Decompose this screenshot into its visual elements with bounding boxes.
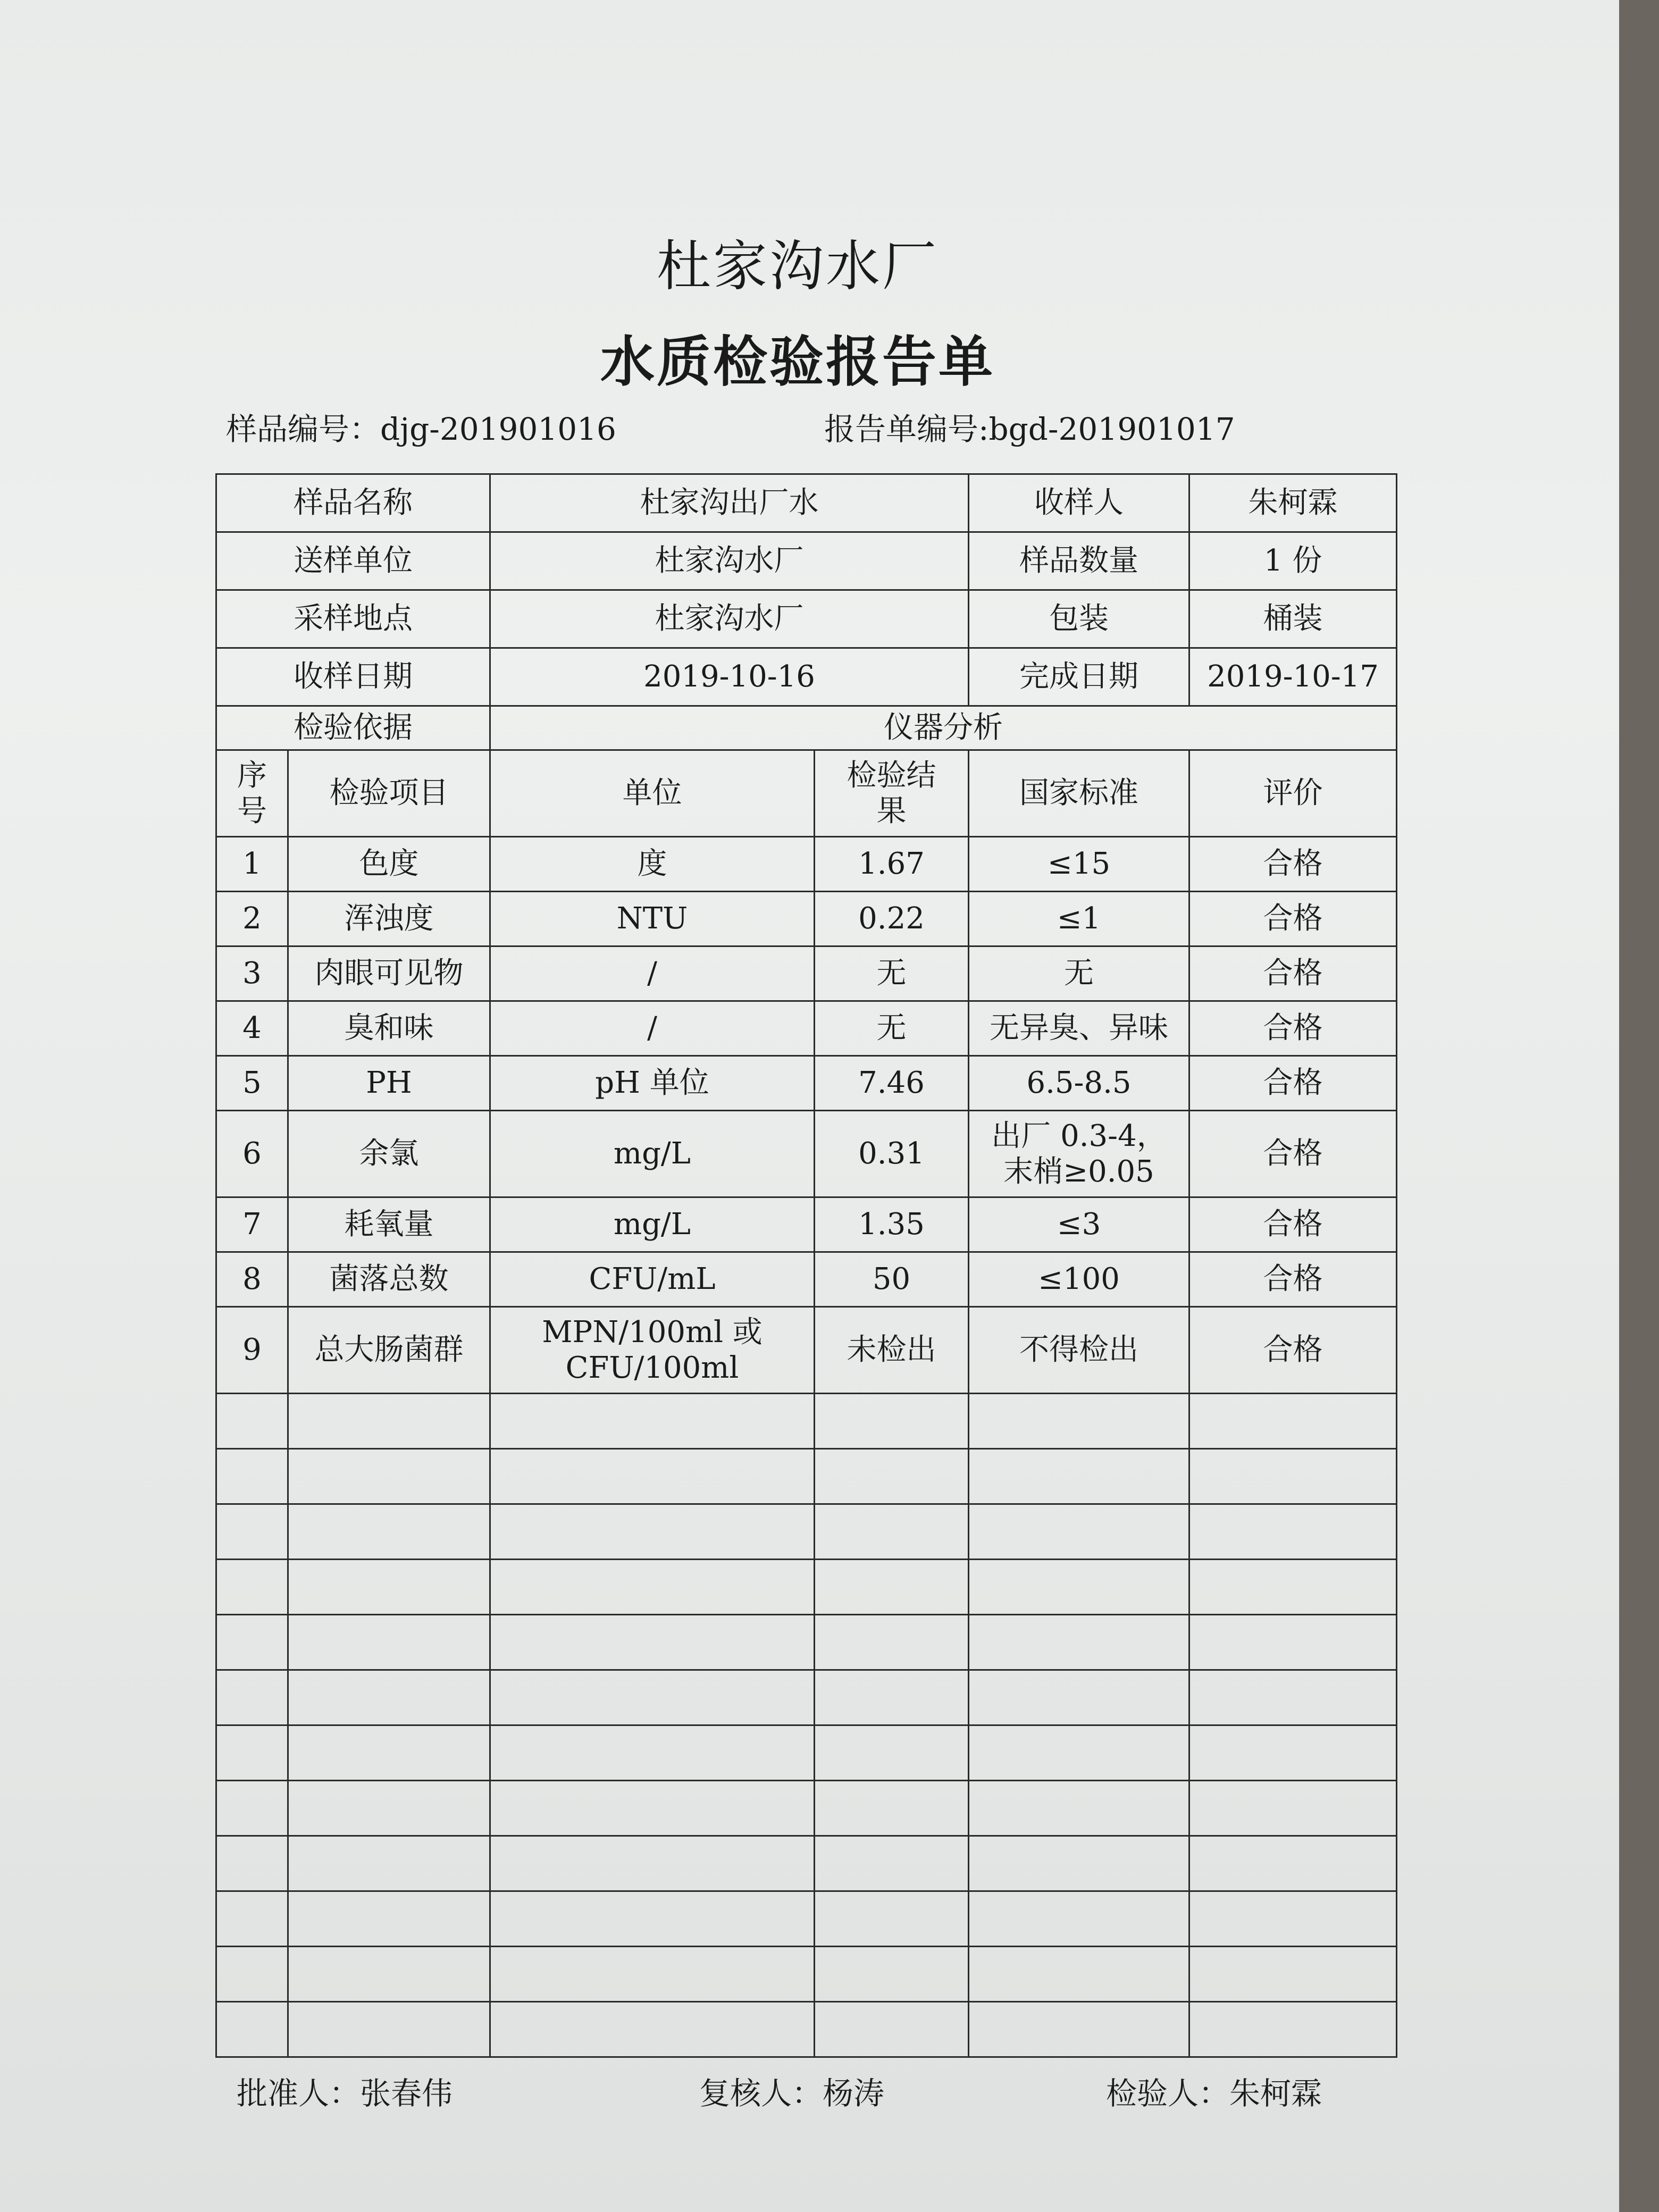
empty-cell (216, 1670, 288, 1725)
empty-cell (815, 1781, 969, 1836)
package-label: 包装 (969, 590, 1189, 648)
basis-label: 检验依据 (216, 706, 490, 750)
cell-result: 无 (815, 1001, 969, 1056)
col-eval-header: 评价 (1189, 750, 1397, 837)
empty-cell (1189, 1781, 1397, 1836)
receiver-value: 朱柯霖 (1189, 474, 1397, 532)
empty-cell (969, 1394, 1189, 1449)
table-row (216, 1001, 1397, 1056)
cell-unit: NTU (490, 892, 815, 946)
empty-cell (1189, 1504, 1397, 1560)
empty-row (216, 1615, 1397, 1670)
sample-name-label: 样品名称 (216, 474, 490, 532)
empty-cell (1189, 1891, 1397, 1947)
cell-standard: ≤15 (969, 837, 1189, 892)
empty-cell (815, 1670, 969, 1725)
cell-standard: 不得检出 (969, 1307, 1189, 1394)
empty-row (216, 1891, 1397, 1947)
location-label: 采样地点 (216, 590, 490, 648)
empty-cell (815, 1725, 969, 1781)
col-item-header: 检验项目 (288, 750, 490, 837)
empty-cell (969, 1891, 1189, 1947)
empty-cell (490, 1725, 815, 1781)
empty-cell (490, 1781, 815, 1836)
basis-row (216, 706, 1397, 750)
finish-date-value: 2019-10-17 (1189, 648, 1397, 706)
cell-standard: ≤3 (969, 1197, 1189, 1252)
col-unit-header: 单位 (490, 750, 815, 837)
col-result-header: 检验结果 (815, 750, 969, 837)
empty-cell (216, 1891, 288, 1947)
cell-no: 5 (216, 1056, 288, 1111)
empty-cell (288, 1615, 490, 1670)
empty-cell (969, 1670, 1189, 1725)
empty-cell (216, 1947, 288, 2002)
empty-cell (216, 1725, 288, 1781)
cell-no: 3 (216, 946, 288, 1001)
cell-item: 总大肠菌群 (288, 1307, 490, 1394)
cell-item: 肉眼可见物 (288, 946, 490, 1001)
empty-cell (288, 1449, 490, 1504)
reviewer: 复核人：杨涛 (699, 2075, 885, 2112)
empty-cell (216, 1836, 288, 1891)
table-row (216, 946, 1397, 1001)
empty-cell (216, 1781, 288, 1836)
empty-cell (969, 1615, 1189, 1670)
cell-eval: 合格 (1189, 892, 1397, 946)
empty-cell (969, 2002, 1189, 2057)
cell-unit: CFU/mL (490, 1252, 815, 1307)
table-row (216, 1252, 1397, 1307)
cell-standard: 无异臭、异味 (969, 1001, 1189, 1056)
cell-result: 0.22 (815, 892, 969, 946)
report-number: 报告单编号:bgd-201901017 (824, 411, 1235, 447)
cell-eval: 合格 (1189, 1252, 1397, 1307)
empty-cell (815, 1504, 969, 1560)
cell-no: 1 (216, 837, 288, 892)
table-row (216, 892, 1397, 946)
cell-unit: pH 单位 (490, 1056, 815, 1111)
empty-cell (1189, 1725, 1397, 1781)
cell-standard: 6.5-8.5 (969, 1056, 1189, 1111)
empty-row (216, 1394, 1397, 1449)
package-value: 桶装 (1189, 590, 1397, 648)
approver: 批准人：张春伟 (237, 2075, 453, 2112)
cell-result: 无 (815, 946, 969, 1001)
cell-no: 4 (216, 1001, 288, 1056)
empty-cell (815, 1449, 969, 1504)
cell-item: 色度 (288, 837, 490, 892)
table-row (216, 1111, 1397, 1197)
cell-standard: 出厂 0.3-4， 末梢≥0.05 (969, 1111, 1189, 1197)
empty-cell (969, 1836, 1189, 1891)
cell-eval: 合格 (1189, 1307, 1397, 1394)
cell-no: 9 (216, 1307, 288, 1394)
empty-cell (815, 1947, 969, 2002)
quantity-label: 样品数量 (969, 532, 1189, 590)
empty-row (216, 1781, 1397, 1836)
empty-cell (216, 1560, 288, 1615)
receive-date-value: 2019-10-16 (490, 648, 969, 706)
cell-no: 8 (216, 1252, 288, 1307)
empty-cell (1189, 1836, 1397, 1891)
empty-cell (1189, 1394, 1397, 1449)
empty-row (216, 1670, 1397, 1725)
sender-label: 送样单位 (216, 532, 490, 590)
empty-cell (288, 1504, 490, 1560)
empty-cell (288, 1781, 490, 1836)
cell-no: 2 (216, 892, 288, 946)
cell-unit: 度 (490, 837, 815, 892)
cell-unit: MPN/100ml 或 CFU/100ml (490, 1307, 815, 1394)
empty-cell (490, 1836, 815, 1891)
empty-row (216, 1725, 1397, 1781)
cell-result: 0.31 (815, 1111, 969, 1197)
col-standard-header: 国家标准 (969, 750, 1189, 837)
cell-eval: 合格 (1189, 1111, 1397, 1197)
empty-cell (815, 1615, 969, 1670)
empty-cell (490, 1504, 815, 1560)
empty-cell (216, 1615, 288, 1670)
empty-cell (216, 1504, 288, 1560)
cell-item: 菌落总数 (288, 1252, 490, 1307)
empty-cell (288, 1947, 490, 2002)
cell-item: 臭和味 (288, 1001, 490, 1056)
cell-eval: 合格 (1189, 1056, 1397, 1111)
empty-row (216, 1449, 1397, 1504)
empty-cell (1189, 1449, 1397, 1504)
empty-cell (969, 1504, 1189, 1560)
empty-cell (815, 1891, 969, 1947)
sample-name-value: 杜家沟出厂水 (490, 474, 969, 532)
basis-value: 仪器分析 (490, 706, 1397, 750)
empty-cell (1189, 1670, 1397, 1725)
empty-cell (815, 2002, 969, 2057)
empty-cell (288, 1891, 490, 1947)
plant-title: 杜家沟水厂 (657, 235, 939, 298)
cell-eval: 合格 (1189, 837, 1397, 892)
cell-standard: ≤100 (969, 1252, 1189, 1307)
cell-unit: mg/L (490, 1197, 815, 1252)
cell-unit: mg/L (490, 1111, 815, 1197)
empty-cell (815, 1560, 969, 1615)
empty-cell (216, 2002, 288, 2057)
empty-row (216, 1560, 1397, 1615)
cell-result: 50 (815, 1252, 969, 1307)
cell-eval: 合格 (1189, 1197, 1397, 1252)
empty-cell (1189, 2002, 1397, 2057)
location-value: 杜家沟水厂 (490, 590, 969, 648)
empty-cell (288, 1836, 490, 1891)
cell-standard: 无 (969, 946, 1189, 1001)
empty-cell (1189, 1947, 1397, 2002)
empty-cell (490, 1615, 815, 1670)
cell-item: 耗氧量 (288, 1197, 490, 1252)
cell-result: 未检出 (815, 1307, 969, 1394)
empty-cell (216, 1449, 288, 1504)
empty-cell (1189, 1615, 1397, 1670)
receiver-label: 收样人 (969, 474, 1189, 532)
empty-cell (490, 1449, 815, 1504)
cell-eval: 合格 (1189, 946, 1397, 1001)
empty-row (216, 2002, 1397, 2057)
report-table (215, 473, 1397, 2058)
report-title: 水质检验报告单 (600, 331, 995, 394)
info-row (216, 532, 1397, 590)
empty-cell (815, 1836, 969, 1891)
empty-cell (969, 1781, 1189, 1836)
col-no-header: 序号 (216, 750, 288, 837)
cell-item: 浑浊度 (288, 892, 490, 946)
empty-cell (969, 1725, 1189, 1781)
empty-cell (288, 1670, 490, 1725)
cell-no: 6 (216, 1111, 288, 1197)
empty-cell (490, 1891, 815, 1947)
cell-result: 1.35 (815, 1197, 969, 1252)
empty-cell (490, 1560, 815, 1615)
table-row (216, 1307, 1397, 1394)
empty-cell (490, 2002, 815, 2057)
empty-cell (1189, 1560, 1397, 1615)
cell-item: PH (288, 1056, 490, 1111)
empty-cell (815, 1394, 969, 1449)
empty-cell (490, 1947, 815, 2002)
empty-cell (490, 1394, 815, 1449)
empty-cell (216, 1394, 288, 1449)
cell-result: 1.67 (815, 837, 969, 892)
table-row (216, 1056, 1397, 1111)
receive-date-label: 收样日期 (216, 648, 490, 706)
empty-cell (969, 1947, 1189, 2002)
empty-cell (490, 1670, 815, 1725)
empty-row (216, 1836, 1397, 1891)
empty-cell (288, 2002, 490, 2057)
cell-eval: 合格 (1189, 1001, 1397, 1056)
finish-date-label: 完成日期 (969, 648, 1189, 706)
inspector: 检验人：朱柯霖 (1106, 2075, 1322, 2112)
cell-item: 余氯 (288, 1111, 490, 1197)
cell-result: 7.46 (815, 1056, 969, 1111)
column-header-row (216, 750, 1397, 837)
info-row (216, 648, 1397, 706)
empty-cell (969, 1560, 1189, 1615)
cell-unit: / (490, 946, 815, 1001)
table-row (216, 837, 1397, 892)
cell-no: 7 (216, 1197, 288, 1252)
empty-cell (288, 1725, 490, 1781)
empty-row (216, 1504, 1397, 1560)
sample-number: 样品编号：djg-201901016 (226, 411, 616, 447)
table-row (216, 1197, 1397, 1252)
empty-cell (969, 1449, 1189, 1504)
cell-unit: / (490, 1001, 815, 1056)
info-row (216, 590, 1397, 648)
cell-standard: ≤1 (969, 892, 1189, 946)
empty-row (216, 1947, 1397, 2002)
empty-cell (288, 1394, 490, 1449)
sender-value: 杜家沟水厂 (490, 532, 969, 590)
quantity-value: 1 份 (1189, 532, 1397, 590)
empty-cell (288, 1560, 490, 1615)
info-row (216, 474, 1397, 532)
